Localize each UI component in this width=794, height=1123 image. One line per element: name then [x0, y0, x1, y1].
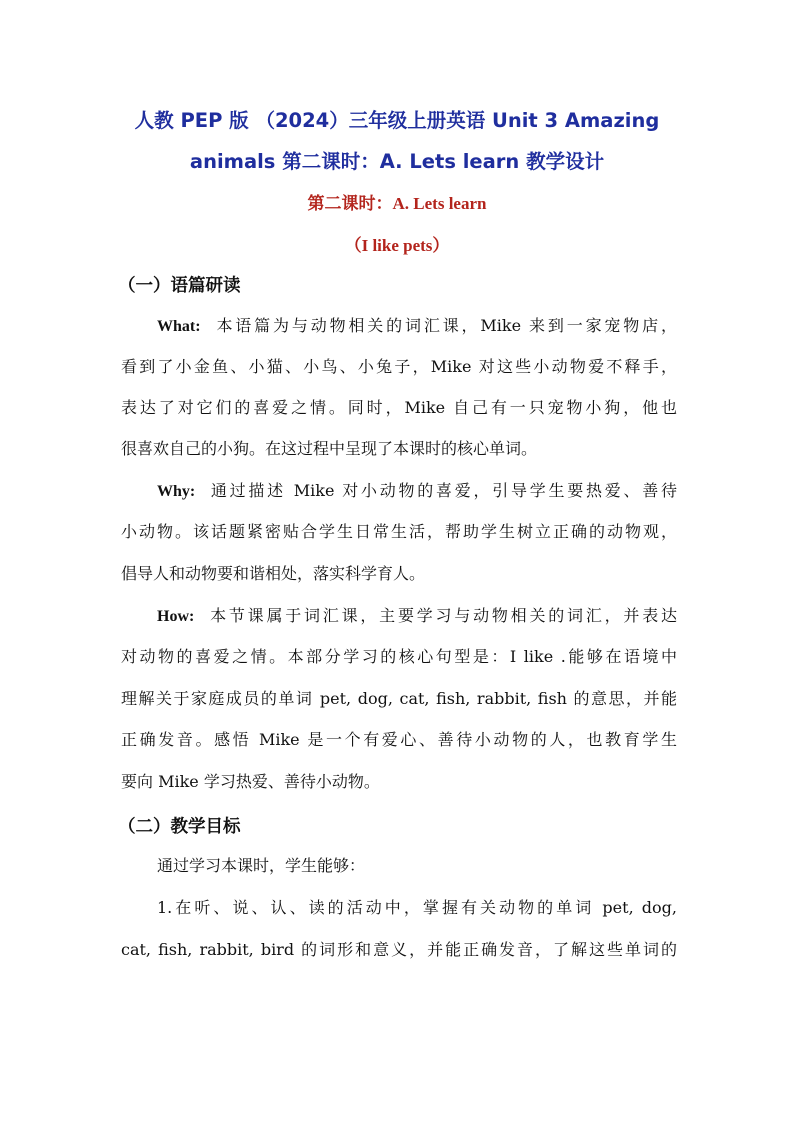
how-paragraph-line: 理解关于家庭成员的单词 pet, dog, cat, fish, rabbit, fish 的意思，并能: [121, 689, 677, 708]
what-paragraph-line: 看到了小金鱼、小猫、小鸟、小兔子，Mike 对这些小动物爱不释手，: [121, 357, 677, 376]
document-title-line-1: 人教 PEP 版 （2024）三年级上册英语 Unit 3 Amazing: [134, 109, 660, 132]
why-paragraph-line: 倡导人和动物要和谐相处，落实科学育人。: [121, 564, 426, 583]
goals-intro: 通过学习本课时，学生能够：: [157, 856, 366, 875]
what-paragraph-line: What: 本语篇为与动物相关的词汇课，Mike 来到一家宠物店，: [157, 316, 677, 335]
what-paragraph-line: 很喜欢自己的小狗。在这过程中呈现了本课时的核心单词。: [121, 439, 538, 458]
how-paragraph-line: 正确发音。感悟 Mike 是一个有爱心、善待小动物的人，也教育学生: [121, 730, 677, 749]
goal-item-line: 1.在听、说、认、读的活动中，掌握有关动物的单词 pet, dog,: [157, 898, 677, 917]
how-label: How:: [157, 608, 195, 625]
why-label: Why:: [157, 483, 196, 500]
section-heading-teaching-goals: （二）教学目标: [118, 817, 241, 837]
section-heading-text-analysis: （一）语篇研读: [118, 276, 241, 296]
lesson-topic: （I like pets）: [344, 236, 450, 255]
why-paragraph-line: 小动物。该话题紧密贴合学生日常生活，帮助学生树立正确的动物观，: [121, 522, 677, 541]
how-paragraph-line: 对动物的喜爱之情。本部分学习的核心句型是：I like .能够在语境中: [121, 647, 677, 666]
why-paragraph-line: Why: 通过描述 Mike 对小动物的喜爱，引导学生要热爱、善待: [157, 481, 677, 500]
goal-item-line: cat, fish, rabbit, bird 的词形和意义，并能正确发音，了解这些单词的: [121, 940, 677, 959]
what-paragraph-line: 表达了对它们的喜爱之情。同时，Mike 自己有一只宠物小狗，他也: [121, 398, 677, 417]
document-title-line-2: animals 第二课时：A. Lets learn 教学设计: [189, 150, 605, 173]
how-paragraph-line: How: 本节课属于词汇课，主要学习与动物相关的词汇，并表达: [157, 606, 677, 625]
lesson-subtitle: 第二课时：A. Lets learn: [307, 194, 487, 213]
what-label: What:: [157, 318, 201, 335]
how-paragraph-line: 要向 Mike 学习热爱、善待小动物。: [121, 772, 380, 791]
